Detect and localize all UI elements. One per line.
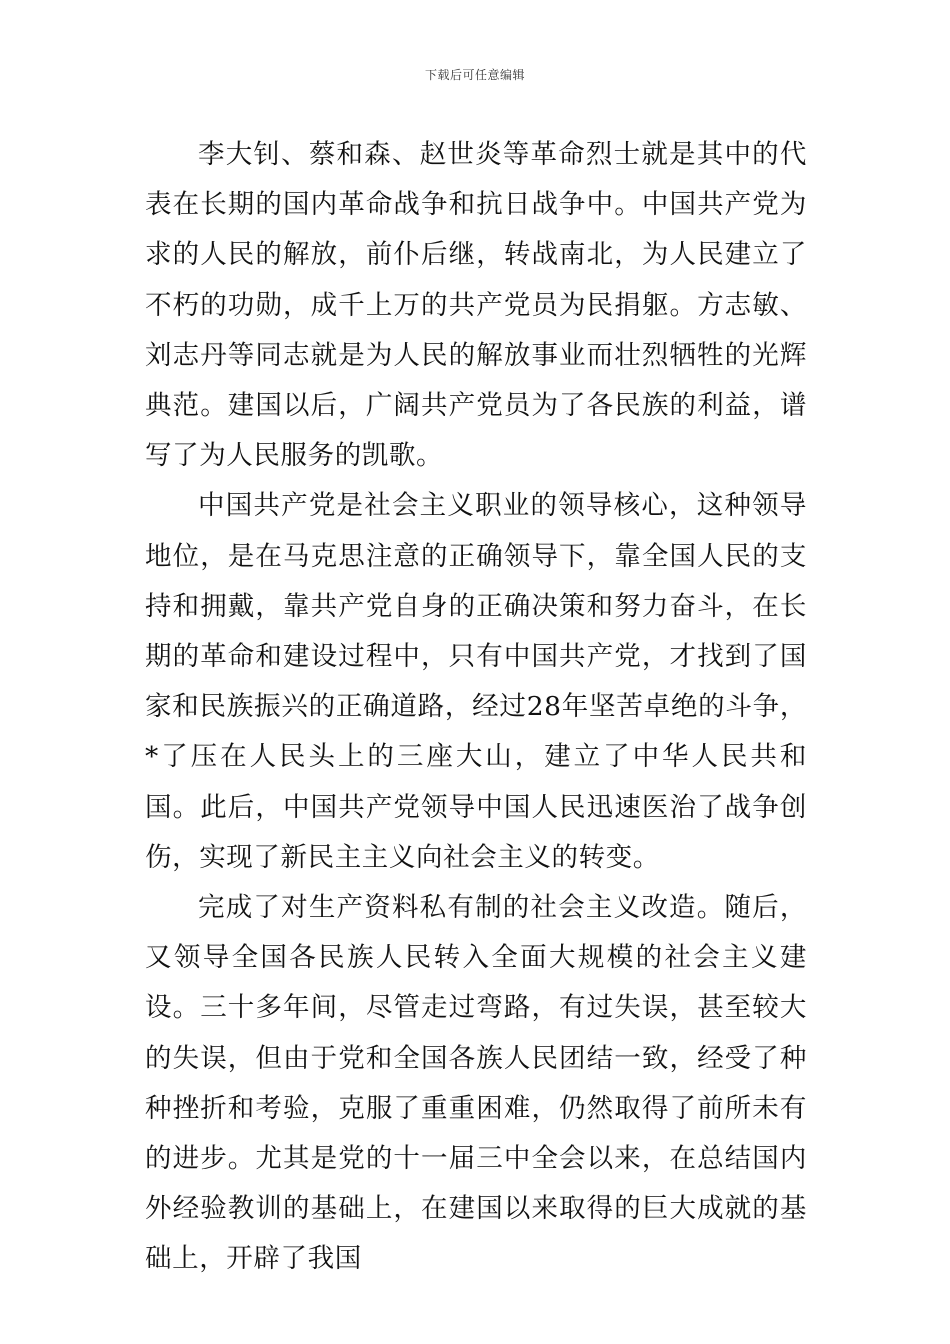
paragraph-1: 李大钊、蔡和森、赵世炎等革命烈士就是其中的代表在长期的国内革命战争和抗日战争中。中国共产党为求的人民的解放，前仆后继，转战南北，为人民建立了不朽的功勋，成千上万的共产党员为民捐躯。方志敏、刘志丹等同志就是为人民的解放事业而壮烈牺牲的光辉典范。建国以后，广阔共产党员为了各民族的利益，谱写了为人民服务的凯歌。 (145, 139, 807, 472)
header-note: 下载后可任意编辑 (424, 68, 525, 82)
paragraph-2: 中国共产党是社会主义职业的领导核心，这种领导地位，是在马克思注意的正确领导下，靠全国人民的支持和拥戴，靠共产党自身的正确决策和努力奋斗，在长期的革命和建设过程中，只有中国共产党，才找到了国家和民族振兴的正确道路，经过28年坚苦卓绝的斗争，*了压在人民头上的三座大山，建立了中华人民共和国。此后，中国共产党领导中国人民迅速医治了战争创伤，实现了新民主主义向社会主义的转变。 (145, 490, 807, 873)
paragraph-3: 完成了对生产资料私有制的社会主义改造。随后，又领导全国各民族人民转入全面大规模的社会主义建设。三十多年间，尽管走过弯路，有过失误，甚至较大的失误，但由于党和全国各族人民团结一致，经受了种种挫折和考验，克服了重重困难，仍然取得了前所未有的进步。尤其是党的十一届三中全会以来，在总结国内外经验教训的基础上，在建国以来取得的巨大成就的基础上，开辟了我国 (145, 892, 807, 1275)
document-body (145, 130, 807, 1285)
